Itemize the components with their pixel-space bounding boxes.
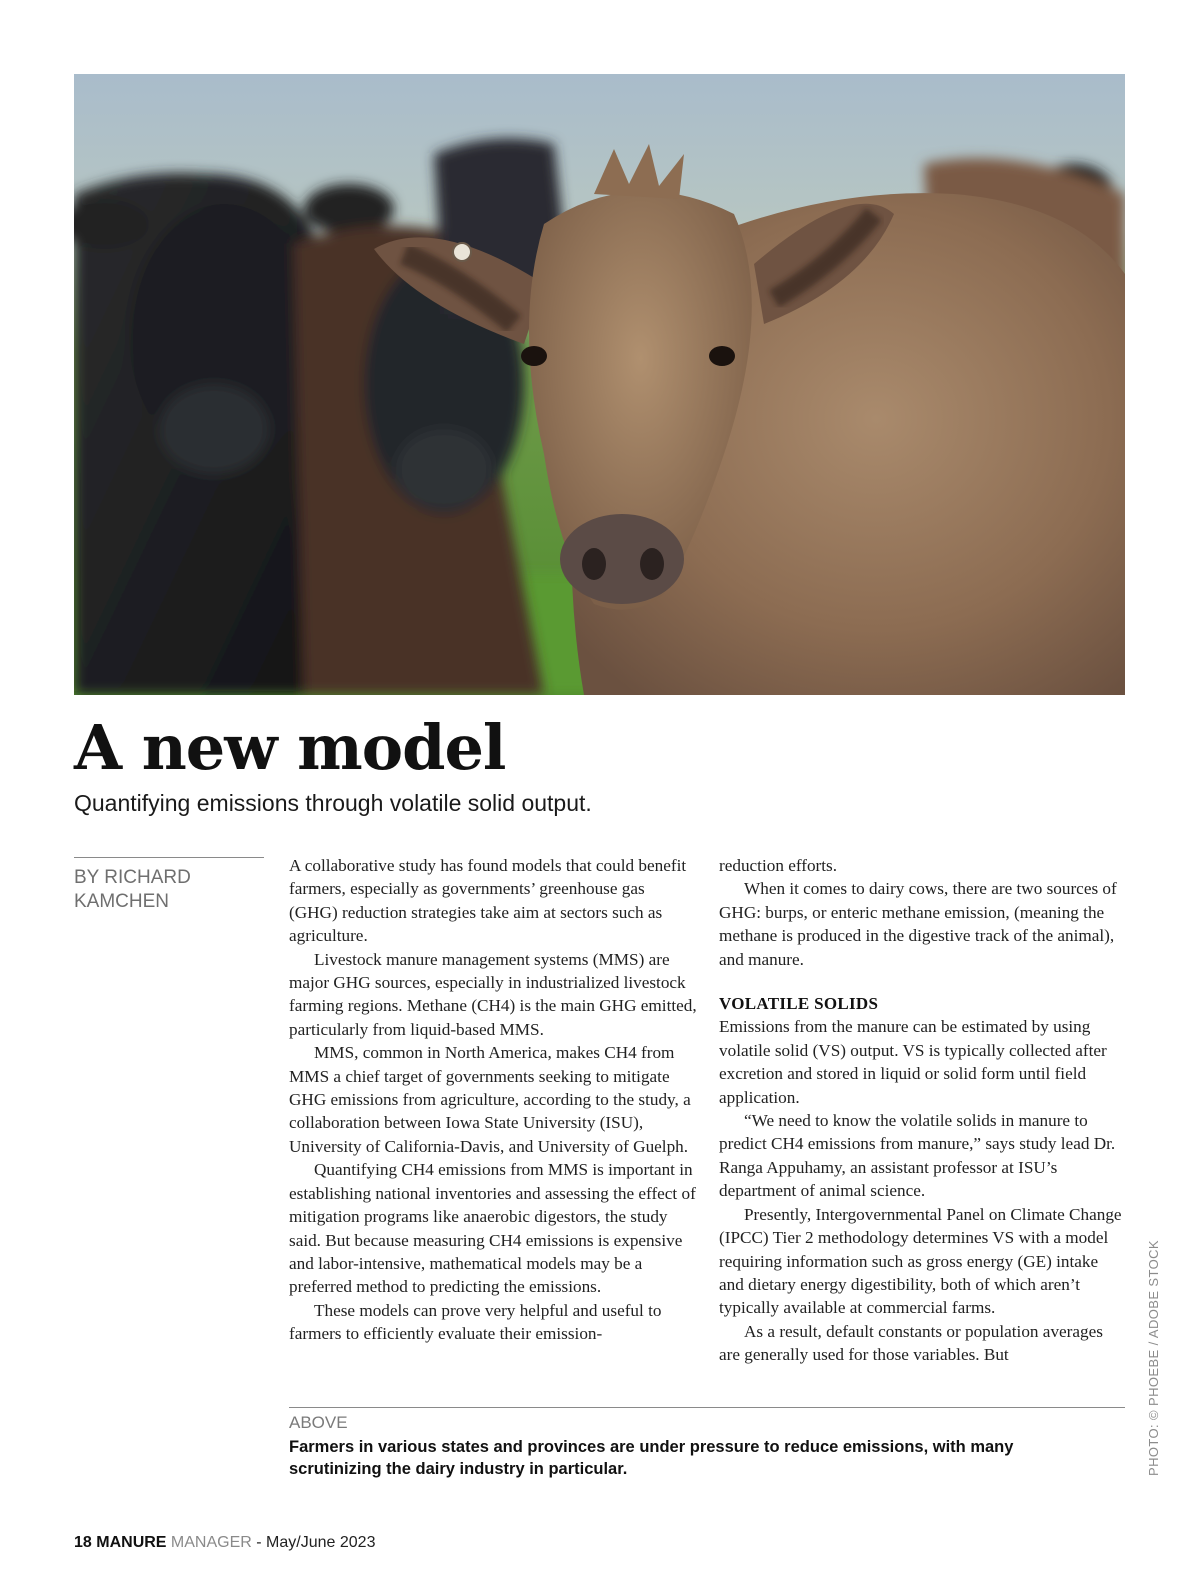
body-paragraph: “We need to know the volatile solids in manure to predict CH4 emissions from manure,” says study lead Dr. Ranga Appuhamy, an assistant professor at ISU’s department of animal science.: [719, 1111, 1116, 1201]
body-paragraph: Quantifying CH4 emissions from MMS is important in establishing national inventories and assessing the effect of mitigation programs like anaerobic digestors, the study said. But because measuring CH4 emissions is expensive and labor-intensive, mathematical models may be a preferred method to predicting the emissions.: [289, 1160, 696, 1297]
photo-credit: PHOTO: © PHOEBE / ADOBE STOCK: [1146, 1240, 1161, 1476]
cattle-herd-photo: [74, 74, 1125, 695]
article-dek: Quantifying emissions through volatile solid output.: [74, 790, 592, 816]
issue-date: - May/June 2023: [256, 1534, 376, 1551]
page-footer: [74, 1533, 375, 1553]
article-headline: A new model: [74, 711, 506, 784]
body-paragraph: reduction efforts.: [719, 856, 838, 875]
body-paragraph: These models can prove very helpful and useful to farmers to efficiently evaluate their emission-: [289, 1300, 662, 1344]
article-column-2: [719, 854, 1127, 1367]
article-column-1: [289, 854, 697, 1346]
byline: BY RICHARD KAMCHEN: [74, 857, 264, 914]
body-paragraph: When it comes to dairy cows, there are two sources of GHG: burps, or enteric methane emission, (meaning the methane is produced in the digestive track of the animal), and manure.: [719, 879, 1117, 969]
photo-caption: Farmers in various states and provinces are under pressure to reduce emissions, with many scrutinizing the dairy industry in particular.: [289, 1438, 1014, 1478]
body-paragraph: Livestock manure management systems (MMS) are major GHG sources, especially in industrialized livestock farming regions. Methane (CH4) is the main GHG emitted, particularly from liquid-based MMS.: [289, 949, 697, 1039]
body-paragraph: As a result, default constants or population averages are generally used for those variables. But: [719, 1321, 1103, 1365]
body-paragraph: Presently, Intergovernmental Panel on Climate Change (IPCC) Tier 2 methodology determines VS with a model requiring information such as gross energy (GE) intake and dietary energy digestibility, both of which aren’t typically available at commercial farms.: [719, 1204, 1122, 1318]
publication-name-light: MANAGER: [170, 1534, 252, 1551]
cattle-photo-illustration: [74, 74, 1125, 695]
body-paragraph: MMS, common in North America, makes CH4 from MMS a chief target of governments seeking to mitigate GHG emissions from agriculture, according to the study, a collaboration between Iowa State University (ISU), University of California-Davis, and University of Guelph.: [289, 1043, 691, 1156]
publication-name-bold: MANURE: [96, 1534, 167, 1551]
caption-label: ABOVE: [289, 1413, 348, 1432]
page-number: 18: [74, 1534, 92, 1551]
body-paragraph: A collaborative study has found models that could benefit farmers, especially as governments’ greenhouse gas (GHG) reduction strategies take aim at sectors such as agriculture.: [289, 856, 687, 946]
section-subhead: VOLATILE SOLIDS: [719, 994, 879, 1014]
caption-divider: [289, 1407, 1125, 1408]
body-paragraph: Emissions from the manure can be estimated by using volatile solid (VS) output. VS is typically collected after excretion and stored in liquid or solid form until field application.: [719, 1017, 1107, 1107]
